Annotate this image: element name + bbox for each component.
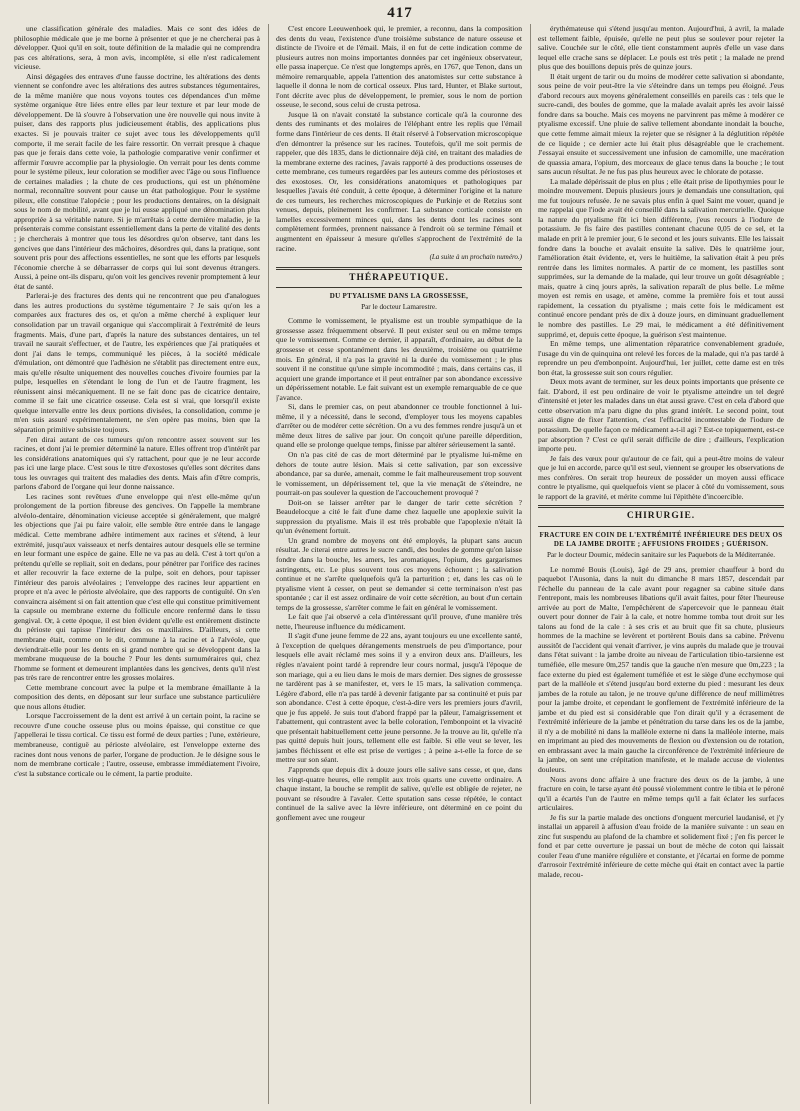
paragraph: On n'a pas cité de cas de mort déterminé par le ptyalisme lui-même en dehors de toute autre lésion. Mais si cette salivation, par son excessive abondance, par sa durée, amenait, comme le fait malheureusement trop souvent le vomissement, un dépérissement tel, que la vie menaçât de s'éteindre, ne pourrait-on pas soulever la question de l'accouchement provoqué ? [276, 449, 522, 498]
paragraph: La malade dépérissait de plus en plus ; elle était prise de lipothymies pour le moindre mouvement. Depuis plusieurs jours je demandais une consultation, qui me fut toujours refusée. Je ne savais plus enfin à quel Saint me vouer, quand je me rappelai que l'iode avait été conseillé dans la salivation mercurielle. Quoique la nature du ptyalisme fût ici bien différente, j'eus recours à l'iodure de potassium. Je fis faire des pastilles contenant chacune 0,05 de ce sel, et la malade en prit à le premier jour, 6 le second et les jours suivants. Elle les laissait fondre dans la bouche et avalait ensuite la salive. Dès le quatrième jour, l'amélioration était évidente, et, vers le huitième, la salivation était à peu près rentrée dans les limites normales. A partir de ce moment, les pastilles sont supprimées, sur la demande de la malade, qui leur trouve un goût désagréable ; mais, quatre à cinq jours après, la salivation reparaît de plus belle. Le même moyen est remis en usage, et amène, comme la première fois et tout aussi rapidement, la cessation du ptyalisme ; mais cette fois le médicament est continué encore pendant près de dix à douze jours, en diminuant graduellement le nombre des pastilles. Le 29 mai, le médicament a été définitivement supprimé, et, depuis cette époque, la guérison s'est maintenue. [538, 176, 784, 339]
paragraph: Je fis sur la partie malade des onctions d'onguent mercuriel laudanisé, et j'y installai un appareil à affusion d'eau froide de la manière suivante : un seau en zinc fut suspendu au plafond de la chambre et solidement fixé ; j'en fis percer le fond et par cette ouverture je passai un bout de mèche de coton qui laissait couler l'eau d'une manière régulière et constante, et j'écartai en forme de pomme d'arrosoir l'extrémité inférieure de cette mèche qui était en contact avec la partie malade, recou- [538, 812, 784, 880]
paragraph: Deux mots avant de terminer, sur les deux points importants que présente ce fait. D'abord, il est peu ordinaire de voir le ptyalisme atteindre un tel degré d'intensité et jeter les malades dans un état aussi grave. C'est en cela d'abord que cette observation m'a paru digne du plus grand intérêt. Le second point, tout aussi digne de fixer l'attention, c'est l'efficacité incontestable de l'iodure de potassium. De quelle façon ce médicament a-t-il agi ? Est-ce topiquement, est-ce par absorption ? C'est ce qu'il serait difficile de dire ; d'ailleurs, l'explication importe peu. [538, 377, 784, 454]
page-number: 417 [387, 5, 413, 21]
article-title: FRACTURE EN COIN DE L'EXTRÉMITÉ INFÉRIEURE DES DEUX OS DE LA JAMBE DROITE ; AFFUSIONS FROIDES ; GUÉRISON. [539, 530, 783, 549]
paragraph: Si, dans le premier cas, on peut abandonner ce trouble fonctionnel à lui-même, il y a nécessité, dans le second, d'employer tous les moyens capables d'arrêter ou de modérer cette sécrétion. On a vu des femmes rendre jusqu'à un et même deux litres de salive par jour. On conçoit qu'une pareille déperdition, quand elle se prolonge quelque temps, finisse par altérer sérieusement la santé. [276, 402, 522, 450]
section-rule [538, 505, 784, 508]
paragraph: Jusque là on n'avait constaté la substance corticale qu'à la couronne des dents des ruminants et des molaires de l'éléphant entre les replis que l'émail forme dans l'intérieur de ces dents. Il était réservé à l'observation microscopique d'en démontrer la présence sur les racines. Toutefois, qu'il me soit permis de rappeler, que dès 1835, dans le dictionnaire déjà cité, en traitant des maladies de la membrane externe des racines, j'avais rapporté à des productions osseuses de cette membrane, ces tumeurs regardées par les auteurs comme des périostoses et des exostoses. Or, les considérations anatomiques et pathologiques par lesquelles j'avais été conduit, à cette époque, à déterminer l'origine et la nature de ces tumeurs, les recherches microscopiques de Purkinje et de Retzius sont venues, depuis, pleinement les confirmer. La substance corticale consiste en lamelles excessivement minces qui, dans les dents dont les racines sont complètement formées, prennent naissance à l'endroit où se termine l'émail et augmentent en épaisseur à mesure qu'elles s'approchent de l'extrémité de la racine. [276, 109, 522, 253]
column-right [538, 24, 784, 1104]
column-left [14, 24, 260, 1104]
title-rule [276, 287, 522, 288]
paragraph: Le nommé Bouis (Louis), âgé de 29 ans, premier chauffeur à bord du paquebot l'Ausonia, dans la nuit du dimanche 8 mars 1857, descendait par l'échelle du panneau de la cale avant pour regagner sa cabine située dans l'entrepont, mais les nombreuses libations qu'il avait faites, pour fêter l'heureuse arrivée au port de Malte, l'empêchèrent de s'apercevoir que le panneau était ouvert pour donner de l'air à la cale, et notre homme tomba tout droit sur les talons au fond de la cale : à ses cris et au bruit que fit sa chute, plusieurs hommes de la machine se levèrent et portèrent Bouis dans sa cabine. Prévenu aussitôt de l'accident qui venait d'arriver, je vins auprès du malade que je trouvai dans l'état suivant : la jambe droite au niveau de l'articulation tibio-tarsienne est tuméfiée, elle mesure 0m,257 tandis que la gauche n'en mesure que 0m,223 ; la face externe du pied est également tuméfiée et est le siège d'une ecchymose qui part de la malléole et s'étend jusqu'au bord externe du pied : mesurant les deux jambes de la rotule au talon, je ne trouve qu'une différence de neuf millimètres pour la jambe droite, et cependant le gonflement de l'extrémité inférieure de la jambe et du pied est si considérable que l'on dirait qu'il y a écrasement de l'extrémité inférieure de la jambe et pénétration du tarse dans les os de la jambe, il n'y a de mobilité ni dans la malléole externe ni dans la malléole interne, mais en imprimant au pied des mouvements de flexion ou d'extension ou de rotation, en embrassant avec la main gauche la circonférence de l'extrémité inférieure de la jambe, on sent une crépitation manifeste, et le malade accuse de violentes douleurs. [538, 564, 784, 775]
title-rule [538, 526, 784, 527]
paragraph: En même temps, une alimentation réparatrice convenablement graduée, l'usage du vin de quinquina ont relevé les forces de la malade, qui n'a pas tardé à reprendre un peu d'embonpoint. Aujourd'hui, 1er juillet, cette dame est en très bon état, la grossesse suit son cours régulier. [538, 339, 784, 377]
section-rule [276, 267, 522, 270]
paragraph: Lorsque l'accroissement de la dent est arrivé à un certain point, la racine se recouvre d'une couche osseuse plus ou moins épaisse, qui constitue ce que j'appellerai le tissu cortical. Ce tissu est formé de deux parties ; l'une, extérieure, membraneuse, contiguë au périoste alvéolaire, est l'enveloppe externe des racines dont nous venons de parler, l'organe de production. Je le désigne sous le nom de membrane corticale ; l'autre, osseuse, embrasse immédiatement l'ivoire, c'est la substance corticale ou le cément, la partie produite. [14, 711, 260, 778]
paragraph: Ainsi dégagées des entraves d'une fausse doctrine, les altérations des dents viennent se confondre avec les altérations des autres substances tégumentaires, de la même manière que nous voyons toutes ces dépendances d'un même système organique être liées entre elles par leur texture et par leur mode de développement. De là s'ouvre à l'observation une ère nouvelle qui nous invite à puiser, dans des rapports plus judicieusement établis, des applications plus exactes. Si je pouvais traiter ce sujet avec tous les développements qu'il comporte, il me serait facile de les faire ressortir. On verrait presque à chaque pas que je ferais dans cette voie, la pathologie comparative venir confirmer et affermir l'œuvre accomplie par la physiologie. On verrait pour les dents comme pour le système pileux, leur coloration se modifier avec l'âge ou sous l'influence de certaines maladies ; la chute de ces productions, qui est un phénomène normal, reconnaître souvent pour cause un état pathologique. Pour le système pileux, elle constitue l'alopécie ; pour les productions dentaires, on la désignait sous le nom de mobilité, avant que je lui eusse appliqué une dénomination plus appropriée à sa véritable nature. Si je m'arrêtais à cette dernière maladie, je la présenterais comme consistant essentiellement dans la perte de vitalité des dents ; je chercherais à montrer que tous les désordres qu'on observe, tant dans les gencives que dans l'intérieur des mâchoires, désordres qui, dans la pratique, sont souvent pris pour des affections essentielles, ne sont que les efforts par lesquels l'économie cherche à se débarrasser de corps qui lui sont devenus étrangers. Aussi, à peine ont-ils disparu, qu'on voit les gencives revenir promptement à leur état de santé. [14, 71, 260, 291]
paragraph: Comme le vomissement, le ptyalisme est un trouble sympathique de la grossesse assez fréquemment observé. Il peut exister seul ou en même temps que le vomissement. Comme ce dernier, il apparaît, d'ordinaire, au début de la grossesse et cesse spontanément dans les deuxième, troisième ou quatrième mois. En général, il n'a pas la gravité ni la durée du vomissement ; le plus souvent il ne constitue qu'une simple incommodité ; mais, dans certains cas, il acquiert une grande importance et il peut entraîner par son abondance excessive un dépérissement notable. Le fait suivant est un exemple remarquable de ce que j'avance. [276, 316, 522, 402]
paragraph: Un grand nombre de moyens ont été employés, la plupart sans aucun résultat. Je citerai entre autres le sucre candi, des boules de gomme qu'on laisse fondre dans la bouche, les amers, les aromatiques, l'opium, des gargarismes astringents, etc. Le plus souvent tous ces moyens échouent ; la salivation continue et ne s'arrête quelquefois qu'à la parturition ; et, dans les cas où le ptyalisme vient à cesser, on peut se demander si cette terminaison n'est pas spontanée ; car il est assez ordinaire de voir cette sécrétion, au bout d'un certain temps de la grossesse, s'arrêter comme le fait en général le vomissement. [276, 535, 522, 612]
continuation-note: (La suite à un prochain numéro.) [429, 253, 522, 262]
paragraph: Cette membrane concourt avec la pulpe et la membrane émaillante à la composition des dents, en déposant sur leur surface une substance particulière que nous allons étudier. [14, 682, 260, 711]
section-title-chirurgie: CHIRURGIE. [626, 511, 696, 522]
paragraph: J'apprends que depuis dix à douze jours elle salive sans cesse, et que, dans les vingt-quatre heures, elle remplit aux trois quarts une cuvette ordinaire. A chaque instant, la bouche se remplit de salive, qu'elle est obligée de rejeter, ne pouvant se résoudre à l'avaler. Cette sputation sans cesse répétée, le contact continuel de la salive avec la lèvre inférieure, ont déterminé en ce point du gonflement avec une rougeur [276, 765, 522, 822]
column-divider [530, 24, 531, 1104]
paragraph: J'en dirai autant de ces tumeurs qu'on rencontre assez souvent sur les racines, et dont j'ai le premier déterminé la nature. Elles offrent trop d'intérêt par les considérations anatomiques qui s'y rattachent, pour que je ne leur accorde pas ici une large place. C'est sous le titre d'exostoses qu'elles sont décrites dans tous les ouvrages qui traitent des maladies des dents. Mais afin d'être compris, parlons d'abord de l'organe qui leur donne naissance. [14, 434, 260, 492]
paragraph: Doit-on se laisser arrêter par le danger de tarir cette sécrétion ? Beaudelocque a cité le fait d'une dame chez laquelle une apoplexie suivit la suppression du ptyalisme. Mais il est très probable que l'apoplexie n'était là qu'un événement fortuit. [276, 497, 522, 536]
paragraph: Je fais des vœux pour qu'autour de ce fait, qui a peut-être moins de valeur que je lui en accorde, parce qu'il est seul, viennent se grouper les observations de mes confrères. On serait trop heureux de posséder un moyen aussi efficace contre le ptyalisme, qui quelquefois vient se placer à côté du vomissement, sous le rapport de la gravité, et mérite comme lui l'épithète d'incoercible. [538, 453, 784, 501]
paragraph: Parlerai-je des fractures des dents qui ne rencontrent que peu d'analogues dans les autres productions du système tégumentaire ? Je sais qu'on les a comparées aux fractures des os, et qu'on a même cherché à expliquer leur consolidation par un travail organique qui s'accomplirait à l'extrémité de leurs fragments. Mais, d'une part, d'après la nature des substances dentaires, un tel travail ne saurait s'effectuer, et de l'autre, les expériences que j'ai pratiquées et dont j'ai dans le temps, communiqué les pièces, à la société médicale d'émulation, ont démontré que l'adhésion ne s'établit pas directement entre eux, mais qu'elle résulte uniquement des nouvelles couches d'ivoire fournies par la pulpe, lesquelles en s'étendant le long de l'un et de l'autre fragment, les réunissent ainsi mécaniquement. Il ne se fait donc pas de cicatrice dentaire, comme il se fait une cicatrice osseuse. Cela est si vrai, que lorsqu'il existe quelque intervalle entre les deux portions divisées, la consolidation, comme je m'en suis assuré expérimentalement, ne s'en opère pas moins, bien que la séparation primitive subsiste toujours. [14, 291, 260, 434]
section-title-therapeutique: THÉRAPEUTIQUE. [349, 272, 449, 283]
article-author: Par le docteur Lamarestre. [361, 302, 437, 311]
paragraph: C'est encore Leeuwenhoek qui, le premier, a reconnu, dans la composition des dents du veau, l'existence d'une troisième substance de nature osseuse et distincte de l'ivoire et de l'émail. Mais, il en fut de cette indication comme de plusieurs autres non moins importantes données par cet ingénieux observateur, elle passa inaperçue. Ce n'est que longtemps après, en 1767, que Tenon, dans un mémoire remarquable, appela l'attention des anatomistes sur cette substance à laquelle il donna le nom de cortical osseux. Plus tard, Hunter, et Blake surtout, l'ont décrite avec plus de développement, le premier, sous le nom de portion osseuse, le second, sous celui de crusta petrosa. [276, 24, 522, 110]
article-author: Par le docteur Doumic, médecin sanitaire sur les Paquebots de la Méditerranée. [546, 550, 776, 559]
paragraph: une classification générale des maladies. Mais ce sont des idées de philosophie médicale que je me borne à présenter et que je ne chercherai pas à développer. Quoi qu'il en soit, toute définition de la maladie qui ne comprendra pas ces altérations, sera, à mon avis, incomplète, si elle n'est radicalement vicieuse. [14, 24, 260, 72]
paragraph: Les racines sont revêtues d'une enveloppe qui n'est elle-même qu'un prolongement de la portion fibreuse des gencives. On l'appelle la membrane alvéolo-dentaire, dénomination vicieuse acceptée si généralement, que malgré les objections que j'ai pu faire valoir, elle semble être entrée dans le langage médical. Cette membrane adhère intimement aux racines et s'étend, à leur extrémité, jusqu'aux vaisseaux et nerfs dentaires autour desquels elle se termine en leur formant une espèce de gaine. Elle ne va pas au delà. C'est à tort qu'on a prétendu qu'elle se repliait, soit en dedans, pour pénétrer par l'orifice des racines et aller recouvrir la face externe de la pulpe, soit en dehors, pour tapisser l'intérieur des parois alvéolaires ; l'enveloppe des racines leur appartient en propre et n'a avec le périoste alvéolaire, que des rapports de contiguïté. On s'en convaincra aisément si on fait attention que c'est elle qui constitue primitivement la capsule ou membrane externe du follicule encore renfermé dans le tissu gengival. Or, à cette époque, il est bien évident qu'elle est entièrement distincte du périoste qui tapisse l'intérieur des os maxillaires. D'ailleurs, si cette membrane était, comme on le dit, commune à la racine et à l'alvéole, que deviendrait-elle pour les dents en si grand nombre qui se développent dans la membrane muqueuse de la bouche ? Pour les dents surnuméraires qui, chez l'homme se forment et demeurent implantées dans les gencives, dents qu'il n'est pas très rare de rencontrer entre les grosses molaires. [14, 491, 260, 683]
paragraph: érythémateuse qui s'étend jusqu'au menton. Aujourd'hui, à avril, la malade est tellement faible, épuisée, qu'elle ne peut plus se soulever pour rejeter la salive. Couchée sur le côté, elle tient constamment auprès d'elle un vase dans lequel elle crache sans se déplacer. Le pouls est très petit ; la malade ne prend plus que des bouillons depuis près de quinze jours. [538, 24, 784, 72]
paragraph: Il s'agit d'une jeune femme de 22 ans, ayant toujours eu une excellente santé, à l'exception de quelques dérangements menstruels de peu d'importance, pour lesquels elle avait réclamé mes soins il y a environ deux ans. D'ailleurs, les règles n'avaient point tardé à reprendre leur cours normal, jusqu'à l'époque de son mariage, qui a eu lieu dans le mois de mars dernier. Des signes de grossesse ne tardèrent pas à se manifester, et, vers le 15 mars, la salivation commença. Légère d'abord, elle n'a pas tardé à devenir fatigante par sa continuité et puis par son abondance. C'est à cette époque, c'est-à-dire vers les premiers jours d'avril, que je fus appelé. Je suis tout d'abord frappé par la pâleur, l'amaigrissement et l'abattement, qui contrastent avec la belle coloration, l'embonpoint et la vivacité que présentait habituellement cette jeune personne. Je la trouve au lit, qu'elle n'a pas quitté depuis huit jours, tellement elle est faible. Si elle veut se lever, les jambes fléchissent et elle est prise de vertiges ; à peine a-t-elle la force de se mettre sur son séant. [276, 631, 522, 765]
paragraph: Il était urgent de tarir ou du moins de modérer cette salivation si abondante, sous peine de voir peut-être la vie s'éteindre dans un temps peu éloigné. J'eus d'abord recours aux moyens généralement conseillés en pareils cas : tels que le sucre-candi, des boules de gomme, que la malade avalait après les avoir laissé fondre dans sa bouche. Mais ces moyens ne parvinrent pas même à modérer ce ptyalisme excessif. Une pluie de salive tellement abondante inondait la bouche, que cette femme aimait mieux la rejeter que se résigner à la déglutition répétée de ce liquide ; ce dernier acte lui était plus désagréable que le crachement. J'essayai ensuite et successivement une infusion de camomille, une macération de quassia amara, l'opium, des morceaux de glace tenus dans la bouche ; le tout sans aucun résultat. Je ne fus pas plus heureux avec le chlorate de potasse. [538, 71, 784, 177]
article-title: DU PTYALISME DANS LA GROSSESSE, [329, 292, 469, 301]
column-divider [268, 24, 269, 1104]
paragraph: Le fait que j'ai observé a cela d'intéressant qu'il prouve, d'une manière très nette, l'heureuse influence du médicament. [276, 612, 522, 631]
paragraph: Nous avons donc affaire à une fracture des deux os de la jambe, à une fracture en coin, le tarse ayant été poussé violemment contre le tibia et le péroné qu'il a écartés l'un de l'autre en même temps qu'il a fait éclater les surfaces articulaires. [538, 774, 784, 813]
column-middle [276, 24, 522, 1104]
